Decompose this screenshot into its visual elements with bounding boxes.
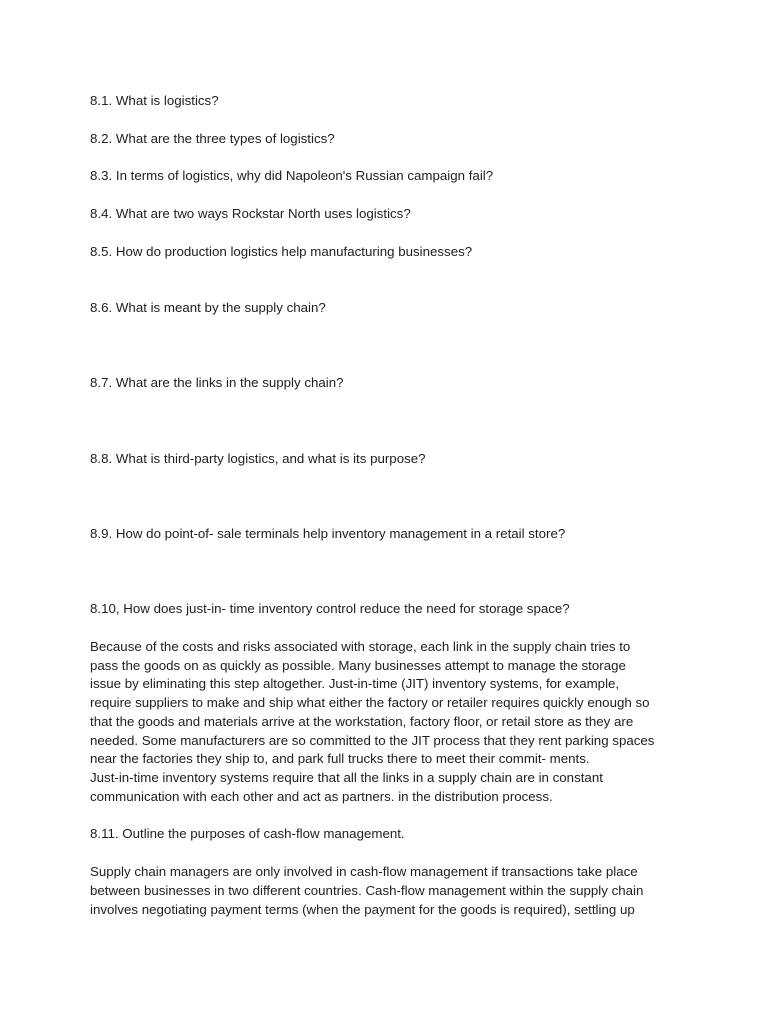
answer-8-11-line: between businesses in two different countries. Cash-flow management within the supply chain <box>90 883 644 898</box>
question-8-1: 8.1. What is logistics? <box>90 93 219 108</box>
question-8-10: 8.10, How does just-in- time inventory control reduce the need for storage space? <box>90 601 570 616</box>
answer-8-10-line: near the factories they ship to, and park full trucks there to meet their commit- ments. <box>90 751 590 766</box>
answer-8-10-line: that the goods and materials arrive at the workstation, factory floor, or retail store as they are <box>90 714 634 729</box>
question-8-5: 8.5. How do production logistics help manufacturing businesses? <box>90 244 473 259</box>
answer-8-10-line: require suppliers to make and ship what either the factory or retailer requires quickly enough so <box>90 695 650 710</box>
question-8-6: 8.6. What is meant by the supply chain? <box>90 300 326 315</box>
question-8-9: 8.9. How do point-of- sale terminals help inventory management in a retail store? <box>90 526 566 541</box>
answer-8-10-line: issue by eliminating this step altogether. Just-in-time (JIT) inventory systems, for example, <box>90 676 620 691</box>
question-8-11: 8.11. Outline the purposes of cash-flow management. <box>90 826 405 841</box>
answer-8-10-line: Because of the costs and risks associated with storage, each link in the supply chain tries to <box>90 639 631 654</box>
answer-8-10-line: pass the goods on as quickly as possible. Many businesses attempt to manage the storage <box>90 658 626 673</box>
answer-8-10-line: communication with each other and act as partners. in the distribution process. <box>90 789 553 804</box>
question-8-8: 8.8. What is third-party logistics, and what is its purpose? <box>90 451 426 466</box>
answer-8-11-line: involves negotiating payment terms (when the payment for the goods is required), settling up <box>90 902 635 917</box>
question-8-4: 8.4. What are two ways Rockstar North uses logistics? <box>90 206 411 221</box>
question-8-2: 8.2. What are the three types of logistics? <box>90 131 335 146</box>
answer-8-10-line: needed. Some manufacturers are so committed to the JIT process that they rent parking spaces <box>90 733 655 748</box>
question-8-3: 8.3. In terms of logistics, why did Napoleon's Russian campaign fail? <box>90 168 494 183</box>
question-8-7: 8.7. What are the links in the supply chain? <box>90 375 344 390</box>
answer-8-10-line: Just-in-time inventory systems require that all the links in a supply chain are in constant <box>90 770 603 785</box>
answer-8-11-line: Supply chain managers are only involved in cash-flow management if transactions take place <box>90 864 638 879</box>
